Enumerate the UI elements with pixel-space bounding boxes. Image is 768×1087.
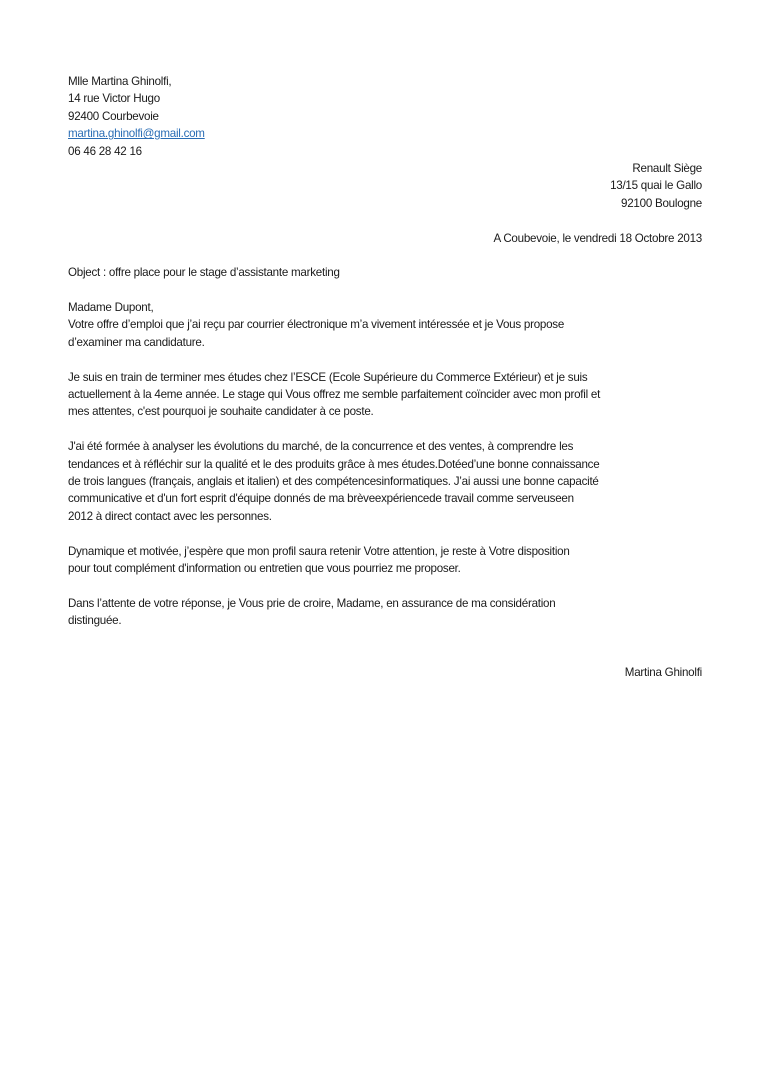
paragraph-line: distinguée.: [68, 614, 122, 628]
paragraph-line: d’examiner ma candidature.: [68, 335, 205, 349]
paragraph-line: mes attentes, c'est pourquoi je souhaite candidater à ce poste.: [68, 405, 374, 419]
paragraph-line: Je suis en train de terminer mes études chez l’ESCE (Ecole Supérieure du Commerce Extérieur) et je suis: [68, 370, 588, 384]
paragraph: [68, 595, 702, 630]
paragraph-line: Dans l’attente de votre réponse, je Vous prie de croire, Madame, en assurance de ma considération: [68, 596, 556, 610]
recipient-city: 92100 Boulogne: [621, 196, 702, 210]
letter-body: [68, 316, 702, 629]
paragraph-line: J'ai été formée à analyser les évolutions du marché, de la concurrence et des ventes, à comprendre les: [68, 440, 574, 454]
object-line: Object : offre place pour le stage d’assistante marketing: [68, 266, 340, 280]
paragraph-line: pour tout complément d'information ou entretien que vous pourriez me proposer.: [68, 561, 461, 575]
date-line: A Coubevoie, le vendredi 18 Octobre 2013: [493, 231, 702, 245]
paragraph: [68, 316, 702, 351]
paragraph-line: 2012 à direct contact avec les personnes.: [68, 509, 272, 523]
paragraph: [68, 543, 702, 578]
paragraph-line: de trois langues (français, anglais et italien) et des compétencesinformatiques. J’ai aussi une bonne capacité: [68, 474, 599, 488]
signature: Martina Ghinolfi: [624, 666, 702, 680]
paragraph: [68, 438, 702, 525]
paragraph-line: actuellement à la 4eme année. Le stage qui Vous offrez me semble parfaitement coïncider avec mon profil et: [68, 388, 601, 402]
recipient-street: 13/15 quai le Gallo: [610, 179, 702, 193]
sender-street: 14 rue Victor Hugo: [68, 92, 160, 106]
paragraph-line: communicative et d'un fort esprit d'équipe donnés de ma brèveexpériencede travail comme serveuseen: [68, 492, 574, 506]
salutation: Madame Dupont,: [68, 301, 154, 315]
sender-phone: 06 46 28 42 16: [68, 144, 142, 158]
paragraph-line: Dynamique et motivée, j’espère que mon profil saura retenir Votre attention, je reste à Votre disposition: [68, 544, 570, 558]
sender-block: [68, 73, 702, 160]
recipient-name: Renault Siège: [632, 161, 702, 175]
recipient-block: [68, 160, 702, 212]
paragraph-line: Votre offre d’emploi que j’ai reçu par courrier électronique m’a vivement intéressée et je Vous propose: [68, 318, 565, 332]
sender-city: 92400 Courbevoie: [68, 109, 159, 123]
sender-name: Mlle Martina Ghinolfi,: [68, 75, 172, 88]
sender-email-link[interactable]: martina.ghinolfi@gmail.com: [68, 127, 205, 141]
paragraph-line: tendances et à réfléchir sur la qualité et le des produits grâce à mes études.Dotéed’une bonne connaissance: [68, 457, 600, 471]
letter-page: [68, 73, 702, 682]
paragraph: [68, 369, 702, 421]
